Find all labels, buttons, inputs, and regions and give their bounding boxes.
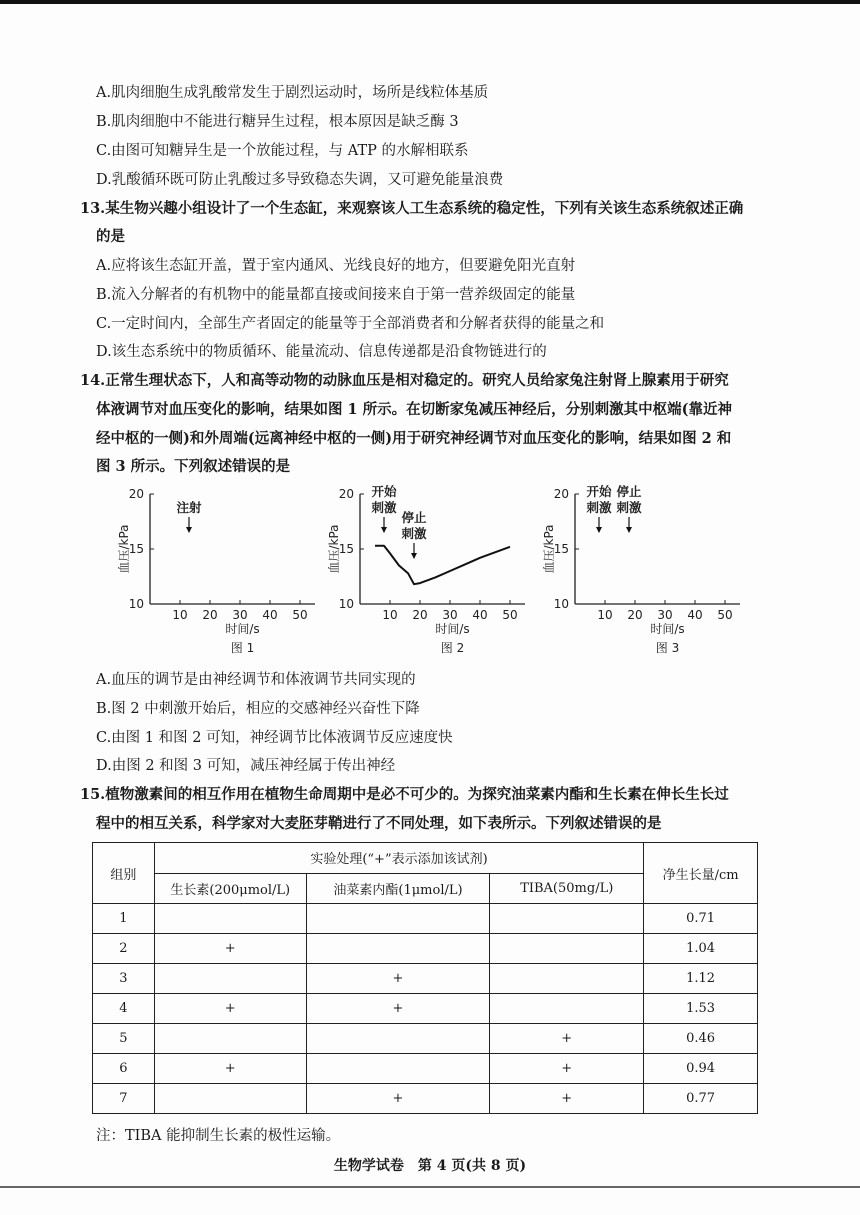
cell-tiba: + [490,1054,644,1084]
page-footer: 生物学试卷 第 4 页(共 8 页) [333,1158,527,1174]
cell-group: 4 [93,994,155,1024]
annotation-label: 停止 [616,484,642,499]
y-axis-label: 血压/kPa [117,524,131,574]
cell-net-growth: 0.94 [644,1054,758,1084]
x-tick-label: 30 [442,608,458,622]
x-tick-label: 10 [382,608,398,622]
q12-option-b: B.肌肉细胞中不能进行糖异生过程，根本原因是缺乏酶 3 [96,114,459,130]
header-treatment: 实验处理(“+”表示添加该试剂) [154,843,643,874]
x-axis-label: 时间/s [435,622,470,636]
arrowhead-icon [381,527,387,533]
cell-tiba: + [490,1024,644,1054]
q14-stem-line4: 图 3 所示。下列叙述错误的是 [96,458,291,475]
q14-stem-line1: 14.正常生理状态下，人和高等动物的动脉血压是相对稳定的。研究人员给家兔注射肾上腺素用于研究 [80,372,729,389]
bottom-rule [0,1186,860,1188]
y-tick-label: 20 [553,487,569,501]
q13-option-a: A.应将该生态缸开盖，置于室内通风、光线良好的地方，但要避免阳光直射 [96,258,576,274]
q14-option-a: A.血压的调节是由神经调节和体液调节共同实现的 [96,672,416,688]
annotation-label: 停止 [401,510,427,525]
x-tick-label: 20 [412,608,428,622]
x-axis-label: 时间/s [225,622,260,636]
annotation-label: 开始 [371,484,397,499]
cell-group: 7 [93,1084,155,1114]
x-tick-label: 20 [202,608,218,622]
q12-option-d: D.乳酸循环既可防止乳酸过多导致稳态失调，又可避免能量浪费 [96,172,504,188]
x-tick-label: 40 [472,608,488,622]
table-row [93,934,758,964]
x-tick-label: 10 [597,608,613,622]
cell-auxin: + [154,934,306,964]
table-row [93,1024,758,1054]
figure-caption: 图 2 [440,641,465,654]
arrowhead-icon [411,553,417,559]
q15-stem-line2: 程中的相互关系，科学家对大麦胚芽鞘进行了不同处理，如下表所示。下列叙述错误的是 [96,815,662,832]
table-row [93,994,758,1024]
table-row [93,1054,758,1084]
figure-3-chart [535,482,755,654]
cell-group: 6 [93,1054,155,1084]
figure-caption: 图 3 [655,641,680,654]
figure-2 [320,482,540,654]
cell-brassinolide: + [306,964,490,994]
cell-brassinolide [306,904,490,934]
y-axis-label: 血压/kPa [327,524,341,574]
x-tick-label: 40 [262,608,278,622]
q13-option-b: B.流入分解者的有机物中的能量都直接或间接来自于第一营养级固定的能量 [96,287,576,303]
header-brassinolide: 油菜素内酯(1μmol/L) [306,873,490,904]
q14-stem-line3: 经中枢的一侧)和外周端(远离神经中枢的一侧)用于研究神经调节对血压变化的影响，结果如图 2 和 [96,430,732,447]
table-row [93,904,758,934]
annotation-label: 刺激 [371,500,397,515]
q12-option-a: A.肌肉细胞生成乳酸常发生于剧烈运动时，场所是线粒体基质 [96,85,489,101]
y-tick-label: 20 [128,487,144,501]
figure-1 [110,482,330,654]
table-row [93,964,758,994]
arrowhead-icon [626,527,632,533]
figure-2-chart [320,482,540,654]
q13-stem-line1: 13.某生物兴趣小组设计了一个生态缸，来观察该人工生态系统的稳定性，下列有关该生态系统叙述正确 [80,200,744,217]
q15-note: 注：TIBA 能抑制生长素的极性运输。 [96,1128,341,1144]
cell-group: 1 [93,904,155,934]
cell-brassinolide [306,934,490,964]
cell-auxin: + [154,1054,306,1084]
blood-pressure-curve [375,546,510,585]
q14-option-b: B.图 2 中刺激开始后，相应的交感神经兴奋性下降 [96,701,420,717]
cell-net-growth: 0.46 [644,1024,758,1054]
top-rule [0,0,860,4]
x-tick-label: 30 [232,608,248,622]
cell-auxin [154,1084,306,1114]
header-group: 组别 [93,843,155,904]
table-row [93,1084,758,1114]
header-net-growth: 净生长量/cm [644,843,758,904]
x-tick-label: 50 [717,608,733,622]
cell-net-growth: 0.71 [644,904,758,934]
cell-net-growth: 1.12 [644,964,758,994]
x-axis-label: 时间/s [650,622,685,636]
cell-auxin [154,904,306,934]
cell-group: 5 [93,1024,155,1054]
cell-group: 3 [93,964,155,994]
y-tick-label: 15 [553,542,569,556]
annotation-label: 注射 [176,500,202,515]
x-tick-label: 20 [627,608,643,622]
cell-auxin [154,964,306,994]
figure-1-chart [110,482,330,654]
q12-option-c: C.由图可知糖异生是一个放能过程，与 ATP 的水解相联系 [96,143,469,159]
cell-tiba [490,904,644,934]
x-tick-label: 30 [657,608,673,622]
cell-brassinolide: + [306,1084,490,1114]
cell-auxin [154,1024,306,1054]
q14-stem-line2: 体液调节对血压变化的影响，结果如图 1 所示。在切断家兔减压神经后，分别刺激其中枢端(靠近神 [96,401,733,418]
y-tick-label: 10 [338,597,354,611]
x-tick-label: 50 [502,608,518,622]
cell-brassinolide: + [306,994,490,1024]
cell-tiba [490,964,644,994]
y-tick-label: 20 [338,487,354,501]
y-tick-label: 15 [128,542,144,556]
header-tiba: TIBA(50mg/L) [490,873,644,904]
experiment-table [92,842,758,1114]
cell-group: 2 [93,934,155,964]
y-tick-label: 15 [338,542,354,556]
header-auxin: 生长素(200μmol/L) [154,873,306,904]
q13-option-d: D.该生态系统中的物质循环、能量流动、信息传递都是沿食物链进行的 [96,344,547,360]
y-tick-label: 10 [553,597,569,611]
arrowhead-icon [596,527,602,533]
x-tick-label: 10 [172,608,188,622]
cell-brassinolide [306,1024,490,1054]
q13-option-c: C.一定时间内，全部生产者固定的能量等于全部消费者和分解者获得的能量之和 [96,316,605,332]
cell-tiba: + [490,1084,644,1114]
figure-3 [535,482,755,654]
arrowhead-icon [186,527,192,533]
annotation-label: 开始 [586,484,612,499]
cell-auxin: + [154,994,306,1024]
cell-brassinolide [306,1054,490,1084]
cell-net-growth: 1.04 [644,934,758,964]
annotation-label: 刺激 [401,526,427,541]
cell-net-growth: 1.53 [644,994,758,1024]
annotation-label: 刺激 [616,500,642,515]
q14-option-c: C.由图 1 和图 2 可知，神经调节比体液调节反应速度快 [96,730,453,746]
x-tick-label: 50 [292,608,308,622]
q15-stem-line1: 15.植物激素间的相互作用在植物生命周期中是必不可少的。为探究油菜素内酯和生长素在伸长生长过 [80,786,729,803]
annotation-label: 刺激 [586,500,612,515]
cell-net-growth: 0.77 [644,1084,758,1114]
cell-tiba [490,994,644,1024]
figure-caption: 图 1 [230,641,255,654]
cell-tiba [490,934,644,964]
q13-stem-line2: 的是 [96,228,125,245]
y-tick-label: 10 [128,597,144,611]
x-tick-label: 40 [687,608,703,622]
q14-option-d: D.由图 2 和图 3 可知，减压神经属于传出神经 [96,758,396,774]
y-axis-label: 血压/kPa [542,524,556,574]
